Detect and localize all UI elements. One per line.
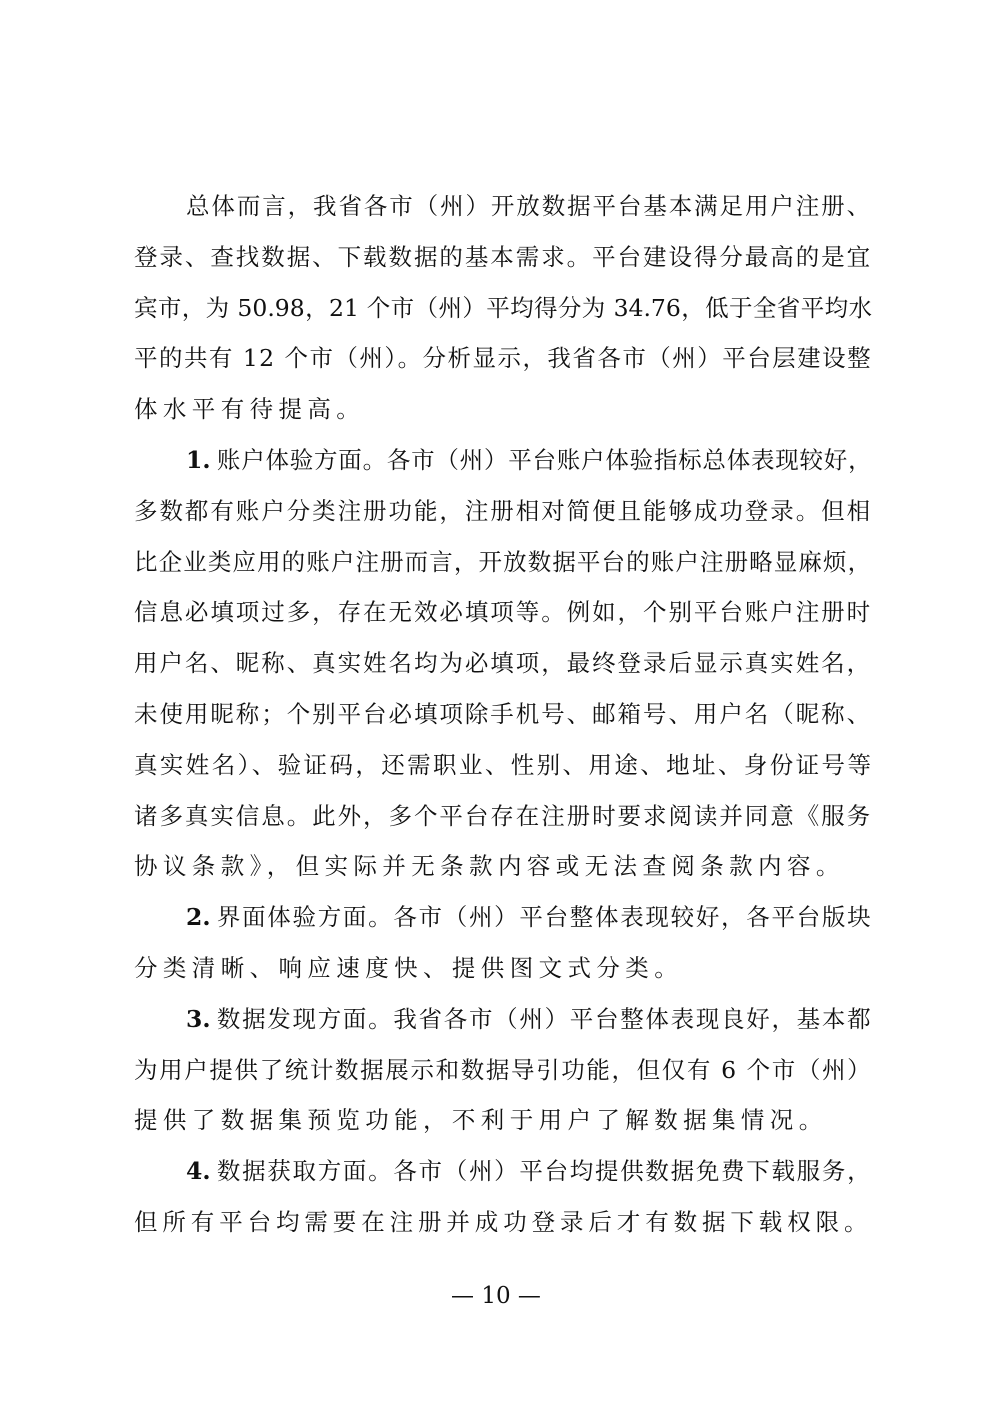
text-line (134, 892, 872, 943)
paragraph-account-experience (134, 435, 872, 892)
item-number: 1. (186, 445, 211, 474)
text-line: 真实姓名）、验证码，还需职业、性别、用途、地址、身份证号等 (134, 750, 874, 779)
line-text: 账户体验方面。各市（州）平台账户体验指标总体表现较好， (216, 445, 872, 474)
text-line (134, 994, 872, 1045)
text-line: 用户名、昵称、真实姓名均为必填项，最终登录后显示真实姓名， (134, 649, 872, 678)
paragraph-interface-experience (134, 892, 872, 994)
line-text: 数据发现方面。我省各市（州）平台整体表现良好，基本都 (216, 1004, 872, 1033)
document-body (134, 181, 872, 1248)
paragraph-summary (134, 181, 872, 435)
text-line: 为用户提供了统计数据展示和数据导引功能，但仅有 6 个市（州） (134, 1055, 872, 1084)
text-line: 但所有平台均需要在注册并成功登录后才有数据下载权限。 (134, 1207, 873, 1236)
text-line: 总体而言，我省各市（州）开放数据平台基本满足用户注册、 (186, 192, 872, 220)
line-text: 界面体验方面。各市（州）平台整体表现较好，各平台版块 (216, 903, 872, 932)
text-line: 宾市，为 50.98，21 个市（州）平均得分为 34.76，低于全省平均水 (134, 293, 872, 322)
text-line: 分类清晰、响应速度快、提供图文式分类。 (134, 953, 684, 982)
item-number: 4. (186, 1157, 211, 1186)
text-line: 信息必填项过多，存在无效必填项等。例如，个别平台账户注册时 (134, 598, 872, 627)
line-text: 数据获取方面。各市（州）平台均提供数据免费下载服务， (216, 1157, 872, 1186)
text-line: 诸多真实信息。此外，多个平台存在注册时要求阅读并同意《服务 (134, 801, 872, 830)
text-line: 平的共有 12 个市（州）。分析显示，我省各市（州）平台层建设整 (134, 344, 872, 373)
paragraph-data-discovery (134, 994, 872, 1146)
text-line: 提供了数据集预览功能，不利于用户了解数据集情况。 (134, 1106, 828, 1135)
text-line: 未使用昵称；个别平台必填项除手机号、邮箱号、用户名（昵称、 (134, 699, 872, 728)
item-number: 3. (186, 1004, 211, 1033)
text-line: 体水平有待提高。 (134, 395, 366, 424)
paragraph-data-access (134, 1146, 872, 1248)
text-line (134, 435, 872, 486)
text-line: 多数都有账户分类注册功能，注册相对简便且能够成功登录。但相 (134, 496, 872, 525)
item-number: 2. (186, 903, 211, 932)
text-line: 登录、查找数据、下载数据的基本需求。平台建设得分最高的是宜 (134, 242, 872, 271)
text-line: 比企业类应用的账户注册而言，开放数据平台的账户注册略显麻烦， (134, 547, 872, 576)
text-line: 协议条款》，但实际并无条款内容或无法查阅条款内容。 (134, 852, 845, 881)
text-line (134, 1146, 872, 1197)
page-number: — 10 — (451, 1283, 541, 1309)
